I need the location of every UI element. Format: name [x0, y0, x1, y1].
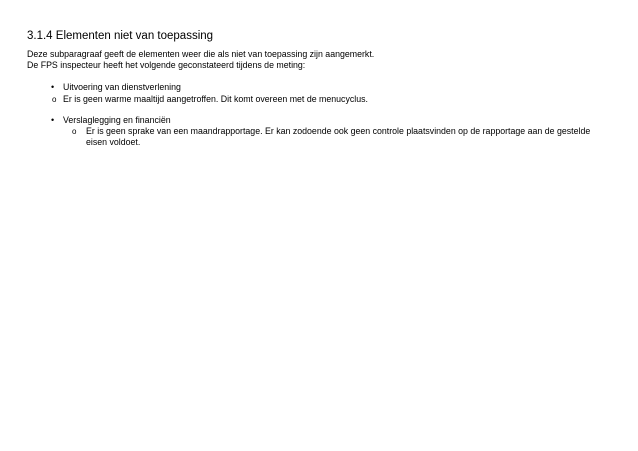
intro-line: Deze subparagraaf geeft de elementen weer die als niet van toepassing zijn aangemerkt.	[27, 49, 375, 59]
intro-paragraph	[27, 49, 374, 71]
sub-bullet-marker: o	[52, 95, 57, 104]
section-heading: 3.1.4 Elementen niet van toepassing	[27, 30, 214, 42]
list-item-title: Verslaglegging en financiën	[63, 115, 171, 125]
sub-item-text: eisen voldoet.	[86, 137, 141, 147]
sub-item-text: Er is geen sprake van een maandrapportage. Er kan zodoende ook geen controle plaatsvinden op de rapportage aan de gestelde	[86, 126, 591, 136]
sub-item-text: Er is geen warme maaltijd aangetroffen. Dit komt overeen met de menucyclus.	[63, 94, 368, 104]
sub-bullet-marker: o	[72, 127, 77, 136]
list-item-title: Uitvoering van dienstverlening	[63, 82, 181, 92]
intro-line: De FPS inspecteur heeft het volgende geconstateerd tijdens de meting:	[27, 60, 306, 70]
bullet-marker: •	[51, 115, 55, 125]
bullet-marker: •	[51, 82, 55, 92]
